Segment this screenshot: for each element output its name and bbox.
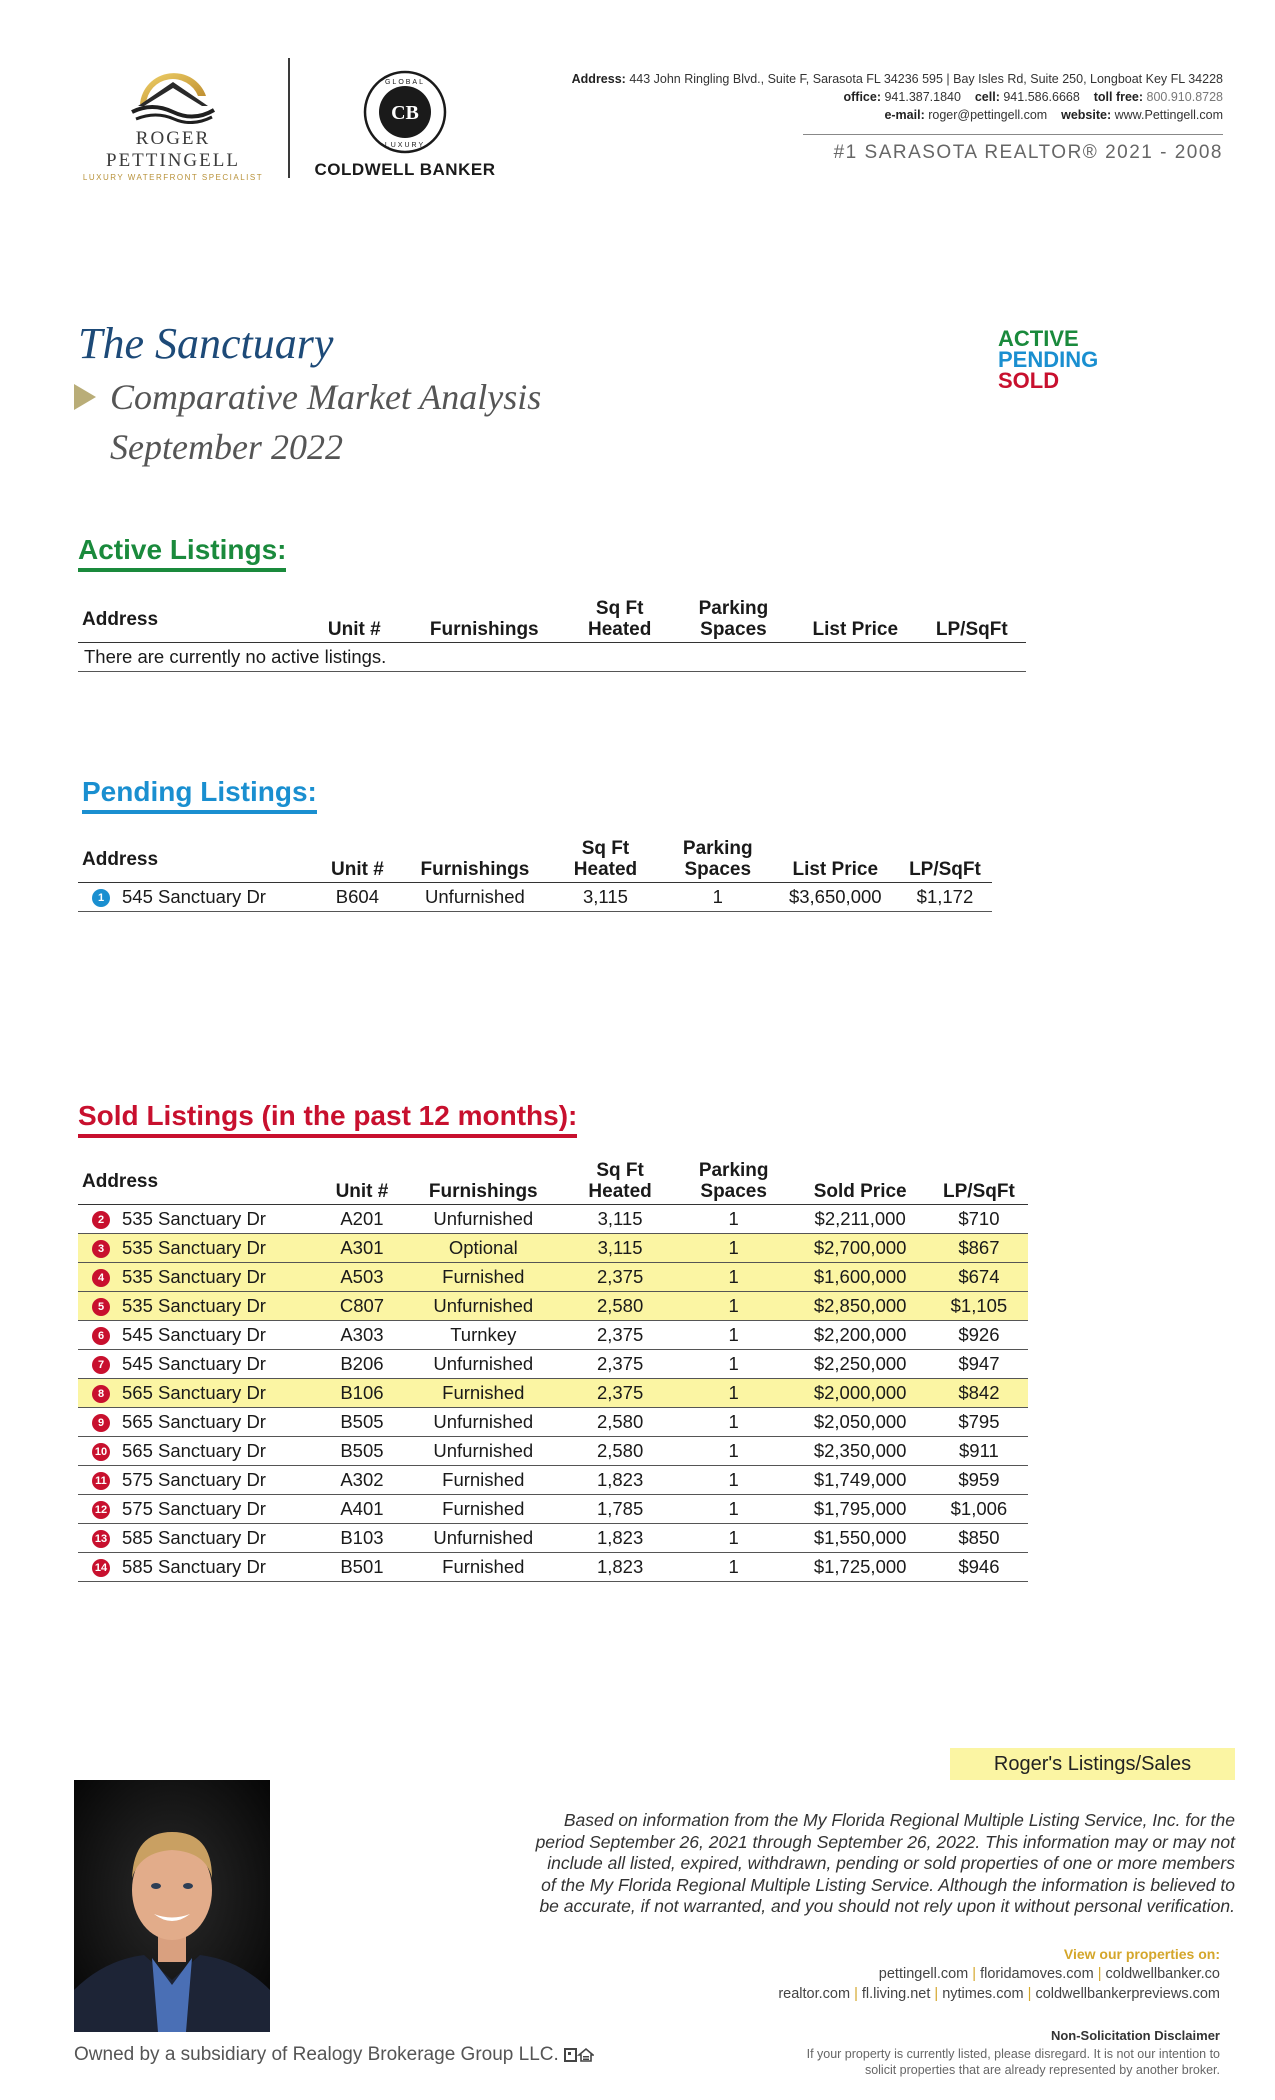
- map-marker-number-icon: 13: [92, 1530, 110, 1548]
- cell-sqft: 2,580: [563, 1437, 677, 1466]
- cell-address: [78, 1234, 321, 1263]
- cb-brand-name: COLDWELL BANKER: [314, 160, 496, 179]
- table-row: [78, 1292, 1028, 1321]
- equal-housing-icon: [564, 2047, 594, 2063]
- cell-furnishings: Unfurnished: [403, 1408, 563, 1437]
- table-row: [78, 1205, 1028, 1234]
- rogers-listings-legend: Roger's Listings/Sales: [950, 1748, 1235, 1780]
- page-title: The Sanctuary: [78, 319, 334, 368]
- cell-sqft: 1,823: [563, 1466, 677, 1495]
- sold-heading: Sold Listings (in the past 12 months):: [78, 1100, 577, 1138]
- cell-lpsqft: $1,172: [898, 883, 992, 912]
- website-link[interactable]: www.Pettingell.com: [1114, 108, 1223, 122]
- cell-address: [78, 1466, 321, 1495]
- pettingell-logo: [68, 66, 278, 186]
- cell-furnishings: Unfurnished: [403, 1205, 563, 1234]
- cell-price: $1,725,000: [790, 1553, 929, 1582]
- cell-address: [78, 1379, 321, 1408]
- map-marker-number-icon: 14: [92, 1559, 110, 1577]
- map-marker-number-icon: 12: [92, 1501, 110, 1519]
- address-text: 585 Sanctuary Dr: [122, 1556, 266, 1577]
- link-separator: |: [930, 1986, 943, 2002]
- cell-address: [78, 1321, 321, 1350]
- address-text: 585 Sanctuary Dr: [122, 1527, 266, 1548]
- agent-photo: [74, 1780, 270, 2032]
- mls-disclaimer: Based on information from the My Florida Regional Multiple Listing Service, Inc. for the period September 26, 2021 through September 26, 2022. This information may or may not include all listed, expired, withdrawn, pending or sold properties of one or more members of the My Florida Regional Multiple Listing Service. Although the information is believed to be accurate, if not warranted, and you should not rely upon it without personal verification.: [535, 1810, 1235, 1916]
- cell-unit: B106: [321, 1379, 404, 1408]
- cell-parking: 1: [677, 1292, 791, 1321]
- cell-unit: A201: [321, 1205, 404, 1234]
- cell-parking: 1: [677, 1379, 791, 1408]
- cell-parking: 1: [663, 883, 773, 912]
- non-solicitation-heading: Non-Solicitation Disclaimer: [1050, 2028, 1220, 2043]
- svg-text:LUXURY: LUXURY: [384, 142, 426, 149]
- address-text: 545 Sanctuary Dr: [122, 1353, 266, 1374]
- slogan: #1 SARASOTA REALTOR® 2021 - 2008: [833, 142, 1223, 163]
- col-address: Address: [78, 838, 313, 883]
- coldwell-banker-logo: [305, 70, 505, 180]
- legend-sold: SOLD: [998, 368, 1060, 393]
- table-header-row: [78, 598, 1026, 643]
- cell-sqft: 2,375: [563, 1379, 677, 1408]
- cell-unit: A302: [321, 1466, 404, 1495]
- col-address: Address: [78, 1160, 321, 1205]
- table-row: [78, 1321, 1028, 1350]
- property-links-line-2: [778, 1986, 1220, 2002]
- cell-sqft: 2,580: [563, 1408, 677, 1437]
- empty-message: There are currently no active listings.: [78, 643, 1026, 672]
- cell-address: [78, 1553, 321, 1582]
- cell-parking: 1: [677, 1553, 791, 1582]
- map-marker-number-icon: 5: [92, 1298, 110, 1316]
- cell-furnishings: Unfurnished: [403, 1524, 563, 1553]
- cell-lpsqft: $946: [930, 1553, 1028, 1582]
- house-wave-logo-icon: [128, 66, 218, 124]
- cell-address: [78, 1408, 321, 1437]
- cell-unit: B505: [321, 1408, 404, 1437]
- cell-lpsqft: $1,105: [930, 1292, 1028, 1321]
- ownership-statement: Owned by a subsidiary of Realogy Brokerage Group LLC.: [74, 2044, 594, 2066]
- cell-parking: 1: [677, 1466, 791, 1495]
- address-text: 545 Sanctuary Dr: [122, 886, 266, 907]
- col-parking: Parking Spaces: [674, 598, 793, 643]
- table-row: [78, 883, 992, 912]
- col-sqft: Sq Ft Heated: [563, 1160, 677, 1205]
- address-text: 535 Sanctuary Dr: [122, 1208, 266, 1229]
- cell-furnishings: Furnished: [403, 1495, 563, 1524]
- page-subtitle: [110, 372, 541, 472]
- cell-parking: 1: [677, 1524, 791, 1553]
- cell-price: $2,250,000: [790, 1350, 929, 1379]
- cell-furnishings: Furnished: [403, 1379, 563, 1408]
- col-parking: Parking Spaces: [663, 838, 773, 883]
- col-sqft: Sq Ft Heated: [566, 598, 674, 643]
- cell-sqft: 2,375: [563, 1321, 677, 1350]
- map-marker-number-icon: 3: [92, 1240, 110, 1258]
- col-address: Address: [78, 598, 306, 643]
- legend-active: ACTIVE: [998, 326, 1079, 351]
- cell-furnishings: Unfurnished: [402, 883, 548, 912]
- cell-price: $2,850,000: [790, 1292, 929, 1321]
- col-unit: Unit #: [313, 838, 402, 883]
- property-site-link[interactable]: floridamoves.com: [980, 1966, 1094, 1982]
- col-lpsqft: LP/SqFt: [898, 838, 992, 883]
- phone-line: office: 941.387.1840 cell: 941.586.6668 toll free: 800.910.8728: [843, 90, 1223, 104]
- cell-parking: 1: [677, 1205, 791, 1234]
- table-row: [78, 1437, 1028, 1466]
- map-marker-number-icon: 6: [92, 1327, 110, 1345]
- col-unit: Unit #: [306, 598, 404, 643]
- col-unit: Unit #: [321, 1160, 404, 1205]
- cell-price: $2,700,000: [790, 1234, 929, 1263]
- table-row: [78, 1495, 1028, 1524]
- cell-lpsqft: $959: [930, 1466, 1028, 1495]
- cell-price: $1,749,000: [790, 1466, 929, 1495]
- pending-table: [78, 838, 992, 912]
- property-site-link[interactable]: nytimes.com: [942, 1986, 1024, 2002]
- cell-price: $2,350,000: [790, 1437, 929, 1466]
- col-price: List Price: [773, 838, 898, 883]
- link-separator: |: [968, 1966, 981, 1982]
- map-marker-number-icon: 2: [92, 1211, 110, 1229]
- header-divider: [288, 58, 290, 178]
- link-separator: |: [850, 1986, 862, 2002]
- cell-price: $2,000,000: [790, 1379, 929, 1408]
- cell-address: [78, 1350, 321, 1379]
- cell-sqft: 2,375: [563, 1263, 677, 1292]
- map-marker-number-icon: 7: [92, 1356, 110, 1374]
- cell-sqft: 3,115: [563, 1205, 677, 1234]
- cell-parking: 1: [677, 1321, 791, 1350]
- table-header-row: [78, 1160, 1028, 1205]
- cell-unit: B206: [321, 1350, 404, 1379]
- cell-unit: C807: [321, 1292, 404, 1321]
- cell-lpsqft: $1,006: [930, 1495, 1028, 1524]
- col-price: List Price: [793, 598, 918, 643]
- cell-unit: A303: [321, 1321, 404, 1350]
- col-furnishings: Furnishings: [403, 1160, 563, 1205]
- cell-lpsqft: $710: [930, 1205, 1028, 1234]
- property-links-line-1: [879, 1966, 1220, 1982]
- cell-unit: B103: [321, 1524, 404, 1553]
- view-properties-heading: View our properties on:: [1063, 1946, 1220, 1962]
- cb-global-luxury-seal-icon: [363, 70, 447, 154]
- email-web-line: e-mail: roger@pettingell.com website: www.Pettingell.com: [884, 108, 1223, 122]
- cell-price: $2,050,000: [790, 1408, 929, 1437]
- cell-price: $1,600,000: [790, 1263, 929, 1292]
- col-lpsqft: LP/SqFt: [930, 1160, 1028, 1205]
- cell-parking: 1: [677, 1408, 791, 1437]
- map-marker-number-icon: 4: [92, 1269, 110, 1287]
- brand-tagline: LUXURY WATERFRONT SPECIALIST: [82, 173, 264, 182]
- svg-text:GLOBAL: GLOBAL: [384, 79, 426, 86]
- cell-parking: 1: [677, 1495, 791, 1524]
- empty-row: [78, 643, 1026, 672]
- property-site-link[interactable]: coldwellbankerpreviews.com: [1035, 1986, 1220, 2002]
- active-table: [78, 598, 1026, 672]
- email-link[interactable]: roger@pettingell.com: [928, 108, 1048, 122]
- cell-unit: A503: [321, 1263, 404, 1292]
- cell-lpsqft: $850: [930, 1524, 1028, 1553]
- property-site-link[interactable]: coldwellbanker.co: [1105, 1966, 1220, 1982]
- cell-sqft: 1,823: [563, 1553, 677, 1582]
- link-separator: |: [1093, 1966, 1106, 1982]
- property-site-link[interactable]: pettingell.com: [878, 1966, 969, 1982]
- cell-address: [78, 1292, 321, 1321]
- cell-address: [78, 1205, 321, 1234]
- cell-lpsqft: $911: [930, 1437, 1028, 1466]
- address-text: 535 Sanctuary Dr: [122, 1266, 266, 1287]
- cell-price: $2,200,000: [790, 1321, 929, 1350]
- cell-address: [78, 1263, 321, 1292]
- table-row: [78, 1350, 1028, 1379]
- cell-lpsqft: $795: [930, 1408, 1028, 1437]
- cell-sqft: 2,375: [563, 1350, 677, 1379]
- address-text: 545 Sanctuary Dr: [122, 1324, 266, 1345]
- cell-address: [78, 1524, 321, 1553]
- contact-rule: [803, 134, 1223, 135]
- cell-lpsqft: $947: [930, 1350, 1028, 1379]
- brand-name: ROGER PETTINGELL: [106, 128, 240, 171]
- cell-address: [78, 1437, 321, 1466]
- col-furnishings: Furnishings: [402, 838, 548, 883]
- map-marker-number-icon: 9: [92, 1414, 110, 1432]
- cell-lpsqft: $674: [930, 1263, 1028, 1292]
- active-heading: Active Listings:: [78, 534, 286, 572]
- cell-parking: 1: [677, 1234, 791, 1263]
- cell-furnishings: Unfurnished: [403, 1292, 563, 1321]
- table-row: [78, 1553, 1028, 1582]
- cell-parking: 1: [677, 1437, 791, 1466]
- cell-lpsqft: $867: [930, 1234, 1028, 1263]
- property-site-link[interactable]: realtor.com: [778, 1986, 851, 2002]
- table-row: [78, 1466, 1028, 1495]
- map-marker-number-icon: 10: [92, 1443, 110, 1461]
- cell-furnishings: Furnished: [403, 1263, 563, 1292]
- address-text: 565 Sanctuary Dr: [122, 1440, 266, 1461]
- legend-pending: PENDING: [998, 347, 1099, 372]
- cell-unit: B505: [321, 1437, 404, 1466]
- col-sqft: Sq Ft Heated: [548, 838, 663, 883]
- cell-furnishings: Furnished: [403, 1553, 563, 1582]
- cell-price: $1,550,000: [790, 1524, 929, 1553]
- cell-furnishings: Furnished: [403, 1466, 563, 1495]
- table-row: [78, 1234, 1028, 1263]
- table-row: [78, 1524, 1028, 1553]
- address-text: 535 Sanctuary Dr: [122, 1295, 266, 1316]
- cell-sqft: 3,115: [548, 883, 663, 912]
- cell-address: [78, 1495, 321, 1524]
- cell-parking: 1: [677, 1350, 791, 1379]
- address-text: 575 Sanctuary Dr: [122, 1469, 266, 1490]
- col-parking: Parking Spaces: [677, 1160, 791, 1205]
- col-furnishings: Furnishings: [403, 598, 566, 643]
- col-price: Sold Price: [790, 1160, 929, 1205]
- cell-unit: B501: [321, 1553, 404, 1582]
- table-row: [78, 1379, 1028, 1408]
- cell-sqft: 3,115: [563, 1234, 677, 1263]
- address-text: 535 Sanctuary Dr: [122, 1237, 266, 1258]
- non-solicitation-text: If your property is currently listed, please disregard. It is not our intention to solicit properties that are already represented by another broker.: [806, 2047, 1220, 2077]
- address-text: 565 Sanctuary Dr: [122, 1411, 266, 1432]
- sold-table: [78, 1160, 1028, 1582]
- cell-furnishings: Unfurnished: [403, 1437, 563, 1466]
- cell-sqft: 1,785: [563, 1495, 677, 1524]
- cell-unit: A301: [321, 1234, 404, 1263]
- cell-unit: B604: [313, 883, 402, 912]
- col-lpsqft: LP/SqFt: [918, 598, 1026, 643]
- cell-furnishings: Unfurnished: [403, 1350, 563, 1379]
- cell-price: $1,795,000: [790, 1495, 929, 1524]
- cell-sqft: 2,580: [563, 1292, 677, 1321]
- svg-text:CB: CB: [391, 102, 419, 124]
- link-separator: |: [1023, 1986, 1036, 2002]
- map-marker-number-icon: 11: [92, 1472, 110, 1490]
- pending-heading: Pending Listings:: [82, 776, 317, 814]
- cell-unit: A401: [321, 1495, 404, 1524]
- address-text: 575 Sanctuary Dr: [122, 1498, 266, 1519]
- triangle-bullet-icon: [74, 384, 96, 410]
- cell-furnishings: Optional: [403, 1234, 563, 1263]
- cell-price: $3,650,000: [773, 883, 898, 912]
- cell-lpsqft: $842: [930, 1379, 1028, 1408]
- cell-address: [78, 883, 313, 912]
- agent-portrait-icon: [74, 1780, 270, 2032]
- map-marker-number-icon: 1: [92, 889, 110, 907]
- table-row: [78, 1408, 1028, 1437]
- subtitle-line-1: Comparative Market Analysis: [110, 377, 542, 417]
- cell-price: $2,211,000: [790, 1205, 929, 1234]
- cell-parking: 1: [677, 1263, 791, 1292]
- contact-block: [572, 70, 1223, 124]
- property-site-link[interactable]: fl.living.net: [861, 1986, 931, 2002]
- cell-lpsqft: $926: [930, 1321, 1028, 1350]
- cell-sqft: 1,823: [563, 1524, 677, 1553]
- map-marker-number-icon: 8: [92, 1385, 110, 1403]
- address-text: 565 Sanctuary Dr: [122, 1382, 266, 1403]
- cell-furnishings: Turnkey: [403, 1321, 563, 1350]
- address-line: Address: 443 John Ringling Blvd., Suite F, Sarasota FL 34236 595 | Bay Isles Rd, Suite 250, Longboat Key FL 34228: [571, 72, 1223, 86]
- subtitle-line-2: September 2022: [110, 427, 343, 467]
- table-header-row: [78, 838, 992, 883]
- table-row: [78, 1263, 1028, 1292]
- status-legend: [998, 328, 1098, 391]
